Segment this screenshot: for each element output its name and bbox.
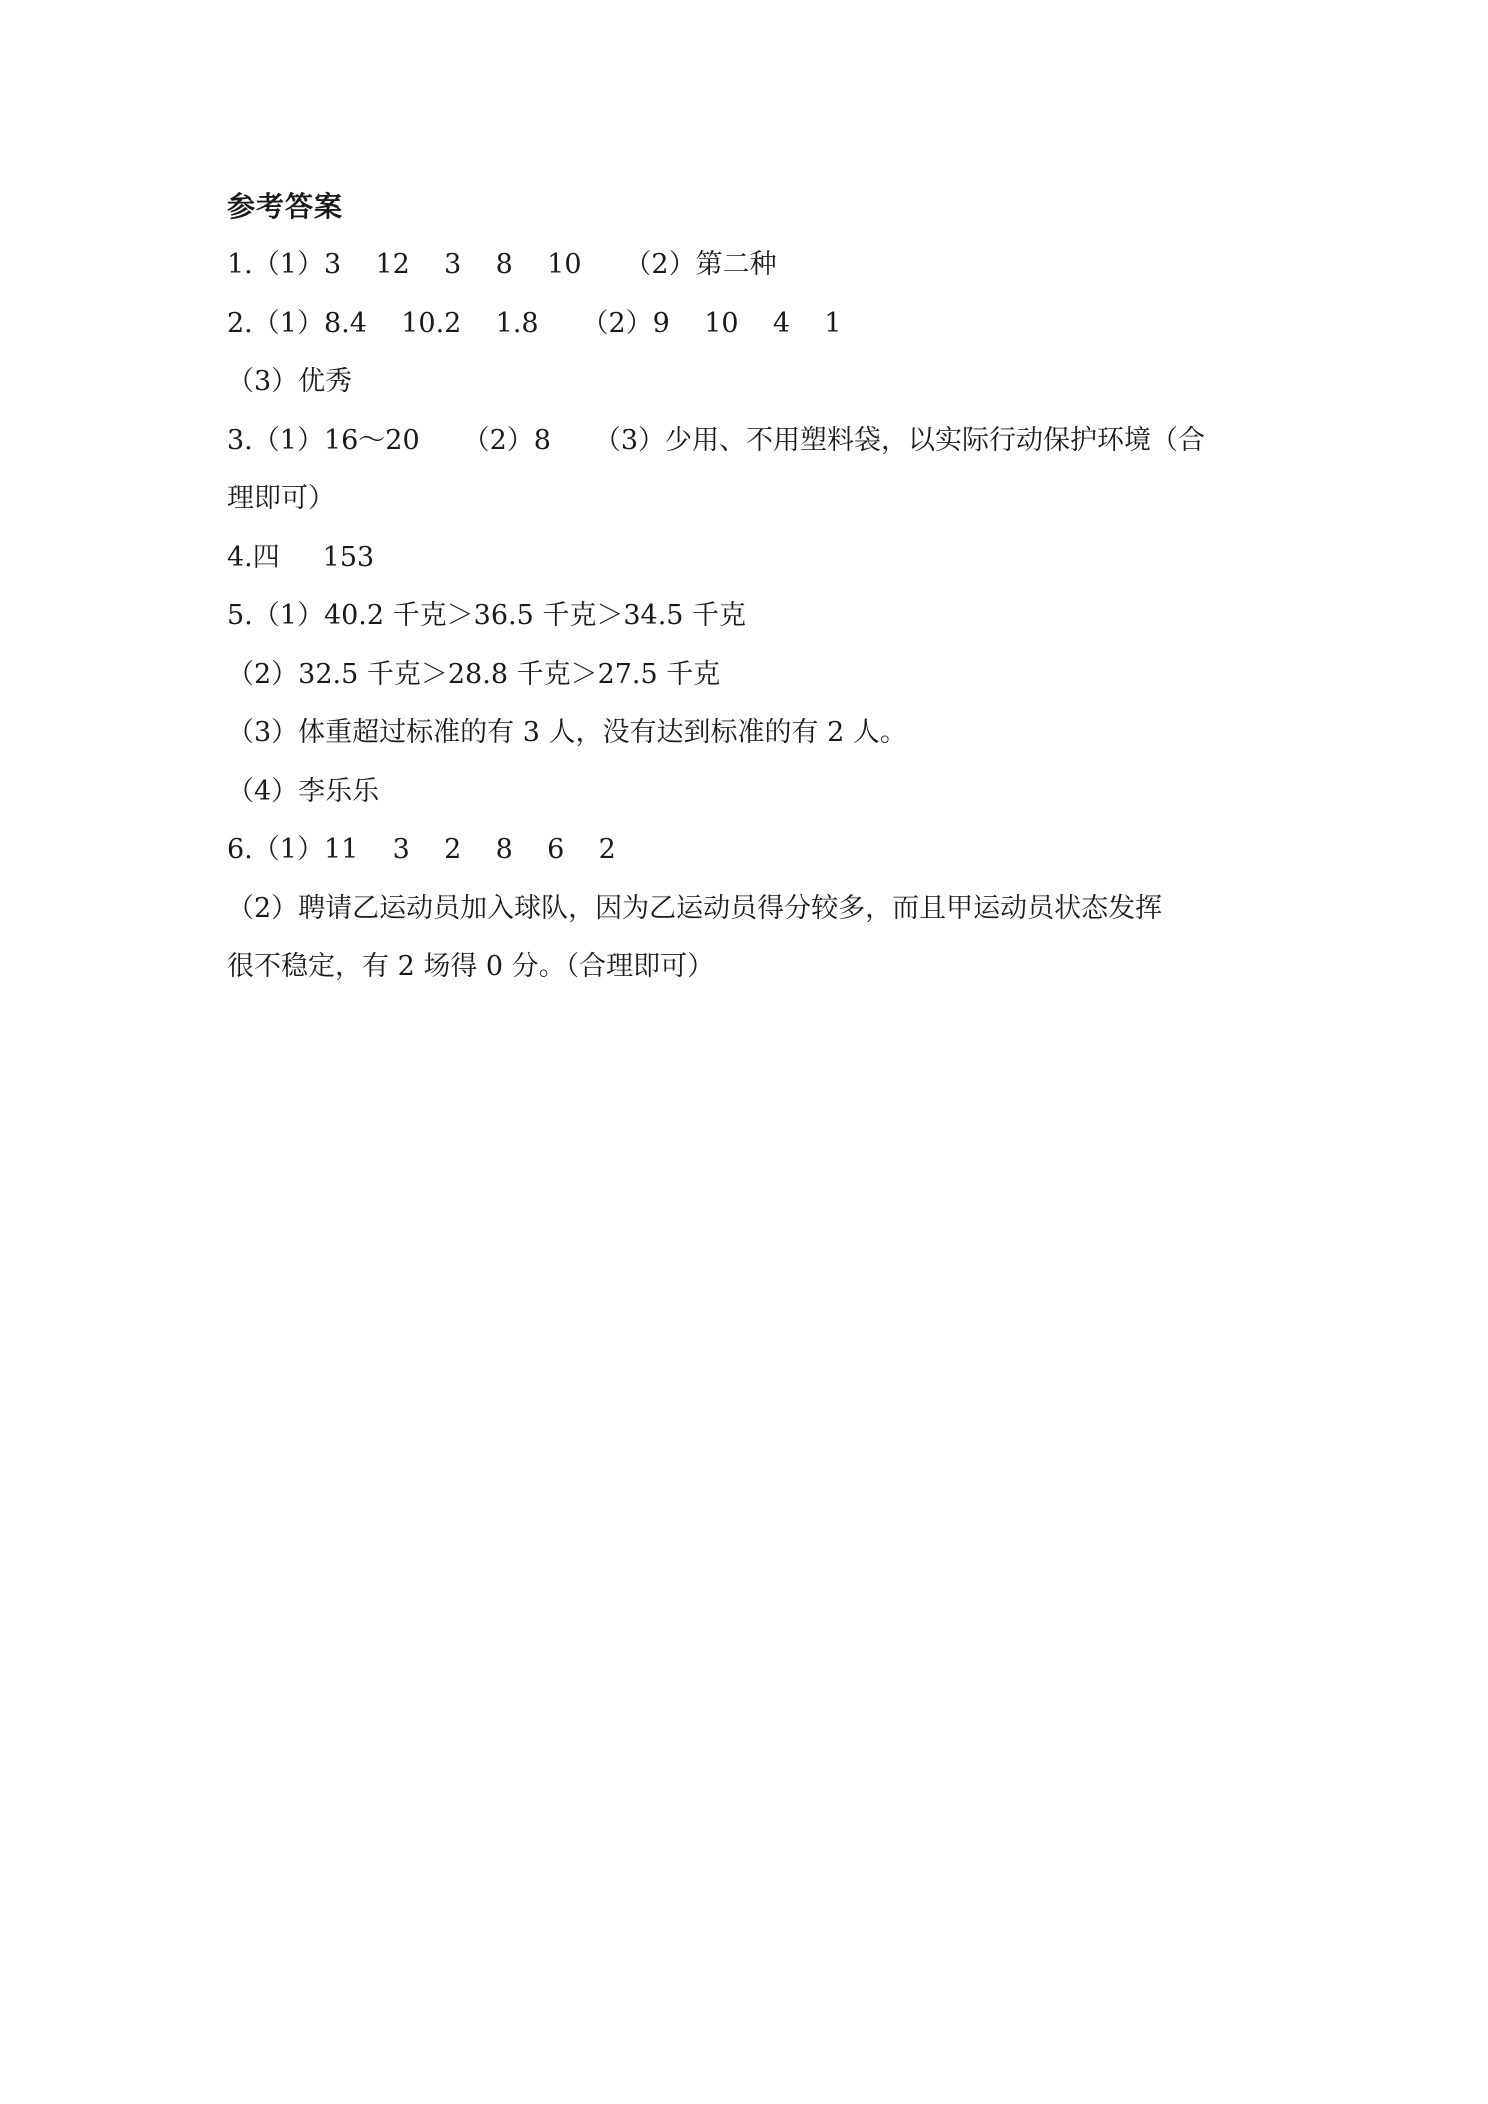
- answer-line-3: 3.（1）16～20 （2）8 （3）少用、不用塑料袋，以实际行动保护环境（合: [227, 424, 1206, 456]
- answer-line-2: 2.（1）8.4 10.2 1.8 （2）9 10 4 1: [227, 307, 842, 339]
- answer-line-5-4: （4）李乐乐: [227, 775, 380, 807]
- answer-line-5: 5.（1）40.2 千克＞36.5 千克＞34.5 千克: [227, 600, 747, 631]
- answer-document: [227, 178, 1267, 997]
- answer-line-6-2-cont: 很不稳定，有 2 场得 0 分。（合理即可）: [227, 951, 715, 982]
- answer-line-3-cont: 理即可）: [227, 483, 335, 514]
- document-title: 参考答案: [227, 190, 344, 223]
- answer-line-6: 6.（1）11 3 2 8 6 2: [227, 834, 616, 865]
- answer-line-4: 4.四 153: [227, 541, 375, 573]
- answer-line-5-3: （3）体重超过标准的有 3 人，没有达到标准的有 2 人。: [227, 717, 907, 748]
- answer-line-5-2: （2）32.5 千克＞28.8 千克＞27.5 千克: [227, 658, 721, 690]
- answer-line-2-3: （3）优秀: [227, 366, 353, 397]
- answer-line-1: 1.（1）3 12 3 8 10 （2）第二种: [227, 249, 777, 280]
- answer-line-6-2: （2）聘请乙运动员加入球队，因为乙运动员得分较多，而且甲运动员状态发挥: [227, 892, 1163, 924]
